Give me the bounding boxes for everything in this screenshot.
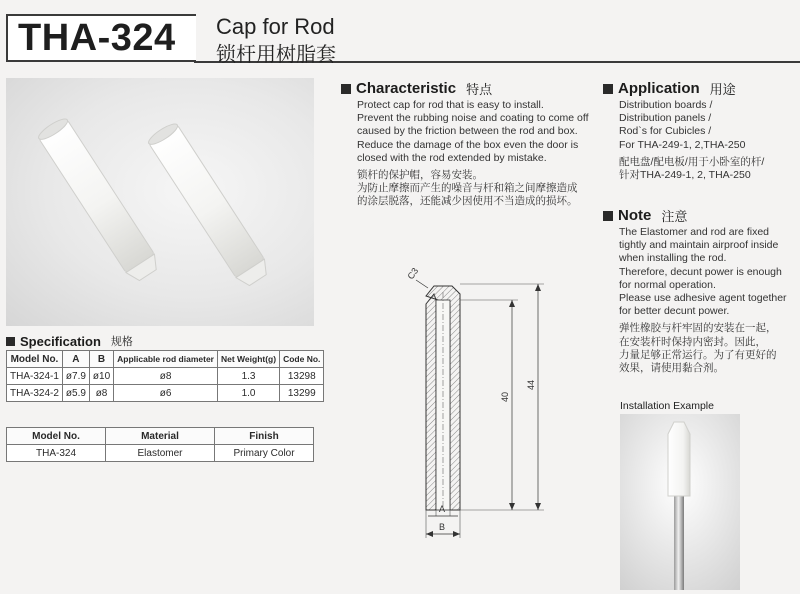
dimension-a-label: A xyxy=(439,504,446,514)
column-header: B xyxy=(89,351,113,368)
table-cell: Primary Color xyxy=(215,445,314,462)
text-line: For THA-249-1, 2,THA-250 xyxy=(619,138,746,151)
table-row xyxy=(7,368,324,385)
installed-cap xyxy=(668,422,690,496)
text-line: when installing the rod. xyxy=(619,252,727,265)
text-line: 效果，请使用黏合剂。 xyxy=(619,362,724,375)
text-line: 针对THA-249-1, 2, THA-250 xyxy=(619,169,751,182)
specification-title: Specification xyxy=(20,333,101,349)
material-table xyxy=(6,427,314,462)
text-line: Protect cap for rod that is easy to install. xyxy=(357,99,544,111)
cap-photo-right xyxy=(146,121,272,290)
table-row xyxy=(7,385,324,402)
text-line: caused by the friction between the rod and box. xyxy=(357,125,578,138)
table-cell: 1.3 xyxy=(218,368,280,385)
model-code: THA-324 xyxy=(18,17,176,59)
text-line: for better decunt power. xyxy=(619,305,730,318)
specification-table xyxy=(6,350,324,402)
column-header: Model No. xyxy=(7,351,63,368)
column-header: Model No. xyxy=(7,428,106,445)
column-header: Applicable rod diameter xyxy=(114,351,218,368)
table-header-row xyxy=(7,351,324,368)
column-header: Net Weight(g) xyxy=(218,351,280,368)
title-english: Cap for Rod xyxy=(216,14,335,39)
bullet-square-icon xyxy=(6,337,15,346)
text-line: Distribution panels / xyxy=(619,112,712,125)
characteristic-title: Characteristic xyxy=(356,80,457,97)
column-header: Finish xyxy=(215,428,314,445)
column-header: Code No. xyxy=(280,351,324,368)
text-line: 在安装杆时保持内密封。因此， xyxy=(619,335,766,348)
text-line: 锁杆的保护帽，容易安装。 xyxy=(357,169,483,182)
note-heading xyxy=(603,206,687,225)
text-line: Prevent the rubbing noise and coating to come off xyxy=(357,112,589,125)
note-title-zh: 注意 xyxy=(661,209,688,224)
text-line: closed with the rod extended by mistake. xyxy=(357,151,547,164)
table-cell: 1.0 xyxy=(218,385,280,402)
text-line: 的涂层脱落，还能减少因使用不当造成的损坏。 xyxy=(357,195,578,208)
table-cell: THA-324 xyxy=(7,445,106,462)
bullet-square-icon xyxy=(603,84,613,94)
text-line: tightly and maintain airproof inside xyxy=(619,239,779,252)
table-header-row xyxy=(7,428,314,445)
text-line: Distribution boards / xyxy=(619,99,713,111)
bullet-square-icon xyxy=(603,211,613,221)
table-cell: ø8 xyxy=(114,368,218,385)
installation-example-label: Installation Example xyxy=(620,400,714,412)
table-cell: ø7.9 xyxy=(62,368,89,385)
technical-drawing xyxy=(388,262,588,552)
note-text xyxy=(619,226,787,375)
title-chinese: 锁杆用树脂套 xyxy=(216,44,336,66)
application-text xyxy=(619,99,764,182)
column-header: Material xyxy=(106,428,215,445)
text-line: The Elastomer and rod are fixed xyxy=(619,226,769,238)
text-line: for normal operation. xyxy=(619,278,716,291)
table-cell: THA-324-1 xyxy=(7,368,63,385)
dimension-b-label: B xyxy=(439,522,446,532)
bullet-square-icon xyxy=(341,84,351,94)
characteristic-title-zh: 特点 xyxy=(466,82,493,97)
characteristic-heading xyxy=(341,79,492,98)
chamfer-label: C3 xyxy=(405,265,421,282)
table-cell: 13299 xyxy=(280,385,324,402)
text-line: 弹性橡胶与杆牢固的安装在一起， xyxy=(619,322,777,335)
column-header: A xyxy=(62,351,89,368)
table-cell: ø10 xyxy=(89,368,113,385)
text-line: Please use adhesive agent together xyxy=(619,292,787,305)
dimension-40-label: 40 xyxy=(500,391,510,402)
text-line: 配电盘/配电板/用于小卧室的杆/ xyxy=(619,155,765,168)
note-title: Note xyxy=(618,207,652,224)
application-heading xyxy=(603,79,736,98)
text-line: 力量足够正常运行。为了有更好的 xyxy=(619,348,777,361)
table-cell: ø6 xyxy=(114,385,218,402)
installation-photo xyxy=(620,414,740,590)
table-cell: ø5.9 xyxy=(62,385,89,402)
cap-photo-left xyxy=(36,116,162,285)
text-line: Rod`s for Cubicles / xyxy=(619,125,712,138)
table-row xyxy=(7,445,314,462)
characteristic-text xyxy=(357,99,589,209)
table-cell: Elastomer xyxy=(106,445,215,462)
table-cell: 13298 xyxy=(280,368,324,385)
text-line: Therefore, decunt power is enough xyxy=(619,265,782,278)
application-title-zh: 用途 xyxy=(709,82,736,97)
table-cell: ø8 xyxy=(89,385,113,402)
text-line: Reduce the damage of the box even the door is xyxy=(357,138,579,151)
rod xyxy=(674,492,684,590)
dimension-44-label: 44 xyxy=(526,379,536,390)
specification-title-zh: 规格 xyxy=(110,336,133,348)
text-line: 为防止摩擦而产生的噪音与杆和箱之间摩擦造成 xyxy=(357,182,578,195)
specification-heading xyxy=(6,333,133,349)
table-cell: THA-324-2 xyxy=(7,385,63,402)
application-title: Application xyxy=(618,80,700,97)
product-photo xyxy=(6,78,314,326)
